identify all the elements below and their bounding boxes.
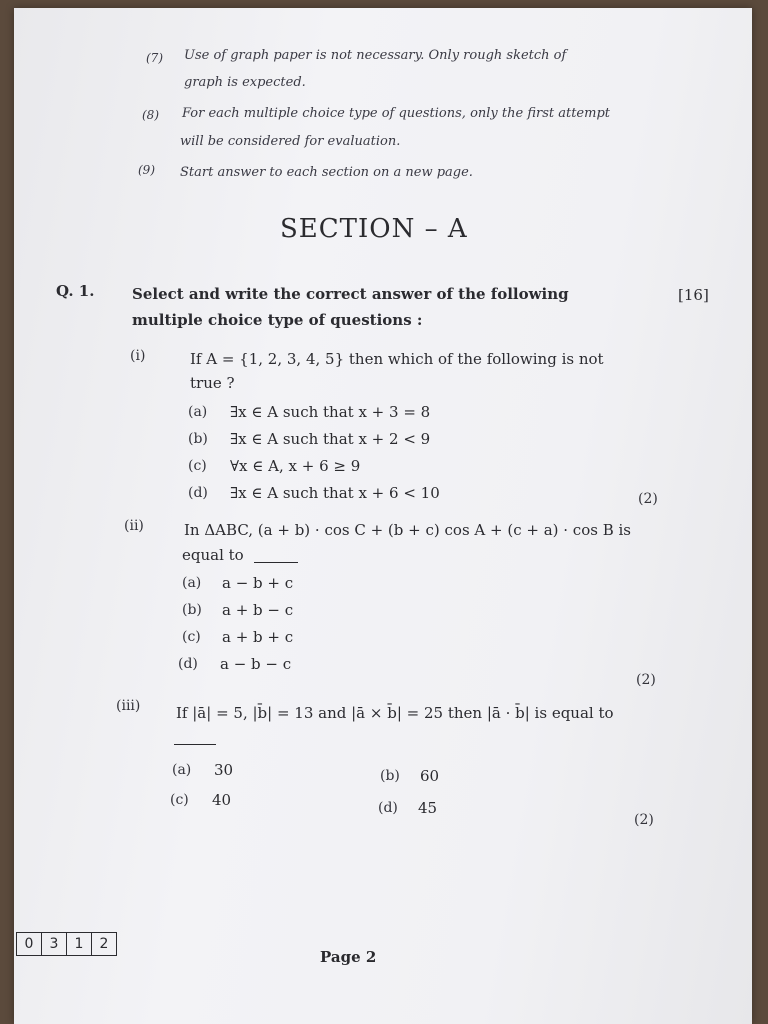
sub-ii-option-c-label: (c) [182, 629, 201, 645]
instruction-8-number: (8) [142, 108, 159, 122]
instruction-7-line1: Use of graph paper is not necessary. Only rough sketch of [184, 48, 567, 63]
sub-i-option-d-label: (d) [188, 485, 208, 501]
sub-question-i-line1: If A = {1, 2, 3, 4, 5} then which of the following is not [190, 350, 604, 368]
instruction-7-number: (7) [146, 51, 163, 65]
sub-i-option-c-label: (c) [188, 458, 207, 474]
paper-code-digit: 2 [99, 936, 109, 952]
sub-ii-option-d-text: a − b − c [220, 655, 292, 673]
question-1-text-line1: Select and write the correct answer of the following [132, 285, 569, 303]
sub-question-ii-line2: equal to [182, 546, 244, 564]
answer-blank-ii [254, 562, 298, 563]
instruction-9-line1: Start answer to each section on a new page. [180, 165, 473, 180]
sub-ii-option-c-text: a + b + c [222, 628, 294, 646]
sub-iii-option-a-label: (a) [172, 762, 192, 778]
question-1-label: Q. 1. [56, 282, 95, 300]
sub-iii-option-a-text: 30 [214, 761, 234, 779]
sub-iii-option-d-text: 45 [418, 799, 438, 817]
question-1-text-line2: multiple choice type of questions : [132, 311, 423, 329]
instruction-8-line2: will be considered for evaluation. [180, 134, 401, 149]
sub-i-option-b-label: (b) [188, 431, 208, 447]
sub-ii-option-a-text: a − b + c [222, 574, 294, 592]
paper-code-digit: 1 [67, 933, 92, 955]
instruction-7-line2: graph is expected. [184, 75, 306, 90]
paper-code-box [16, 932, 117, 956]
sub-iii-option-c-text: 40 [212, 791, 232, 809]
sub-i-option-d-text: ∃x ∈ A such that x + 6 < 10 [230, 484, 440, 502]
sub-question-ii-number: (ii) [124, 518, 144, 534]
page-number: Page 2 [320, 948, 377, 966]
paper-code-digit: 0 [17, 933, 42, 955]
sub-question-ii-line1: In ΔABC, (a + b) · cos C + (b + c) cos A + (c + a) · cos B is [184, 521, 631, 539]
sub-i-option-b-text: ∃x ∈ A such that x + 2 < 9 [230, 430, 431, 448]
sub-i-marks: (2) [638, 491, 658, 507]
sub-iii-marks: (2) [634, 812, 654, 828]
sub-ii-option-a-label: (a) [182, 575, 202, 591]
section-title: SECTION – A [280, 214, 468, 244]
sub-i-option-a-text: ∃x ∈ A such that x + 3 = 8 [230, 403, 431, 421]
sub-question-iii-line1: If |ā| = 5, |b̄| = 13 and |ā × b̄| = 25 then |ā · b̄| is equal to [176, 704, 614, 722]
sub-iii-option-d-label: (d) [378, 800, 398, 816]
question-1-marks: [16] [678, 286, 709, 304]
sub-iii-option-b-label: (b) [380, 768, 400, 784]
answer-blank-iii [174, 744, 216, 745]
instruction-8-line1: For each multiple choice type of questions, only the first attempt [182, 106, 610, 121]
sub-i-option-c-text: ∀x ∈ A, x + 6 ≥ 9 [230, 457, 361, 475]
paper-code-digit: 3 [42, 933, 67, 955]
sub-i-option-a-label: (a) [188, 404, 208, 420]
sub-ii-option-b-label: (b) [182, 602, 202, 618]
exam-paper-page [14, 8, 752, 1024]
sub-question-i-number: (i) [130, 348, 146, 364]
sub-ii-option-b-text: a + b − c [222, 601, 294, 619]
instruction-9-number: (9) [138, 163, 155, 177]
sub-question-i-line2: true ? [190, 374, 235, 392]
sub-iii-option-b-text: 60 [420, 767, 440, 785]
sub-question-iii-number: (iii) [116, 698, 141, 714]
sub-ii-option-d-label: (d) [178, 656, 198, 672]
sub-iii-option-c-label: (c) [170, 792, 189, 808]
sub-ii-marks: (2) [636, 672, 656, 688]
